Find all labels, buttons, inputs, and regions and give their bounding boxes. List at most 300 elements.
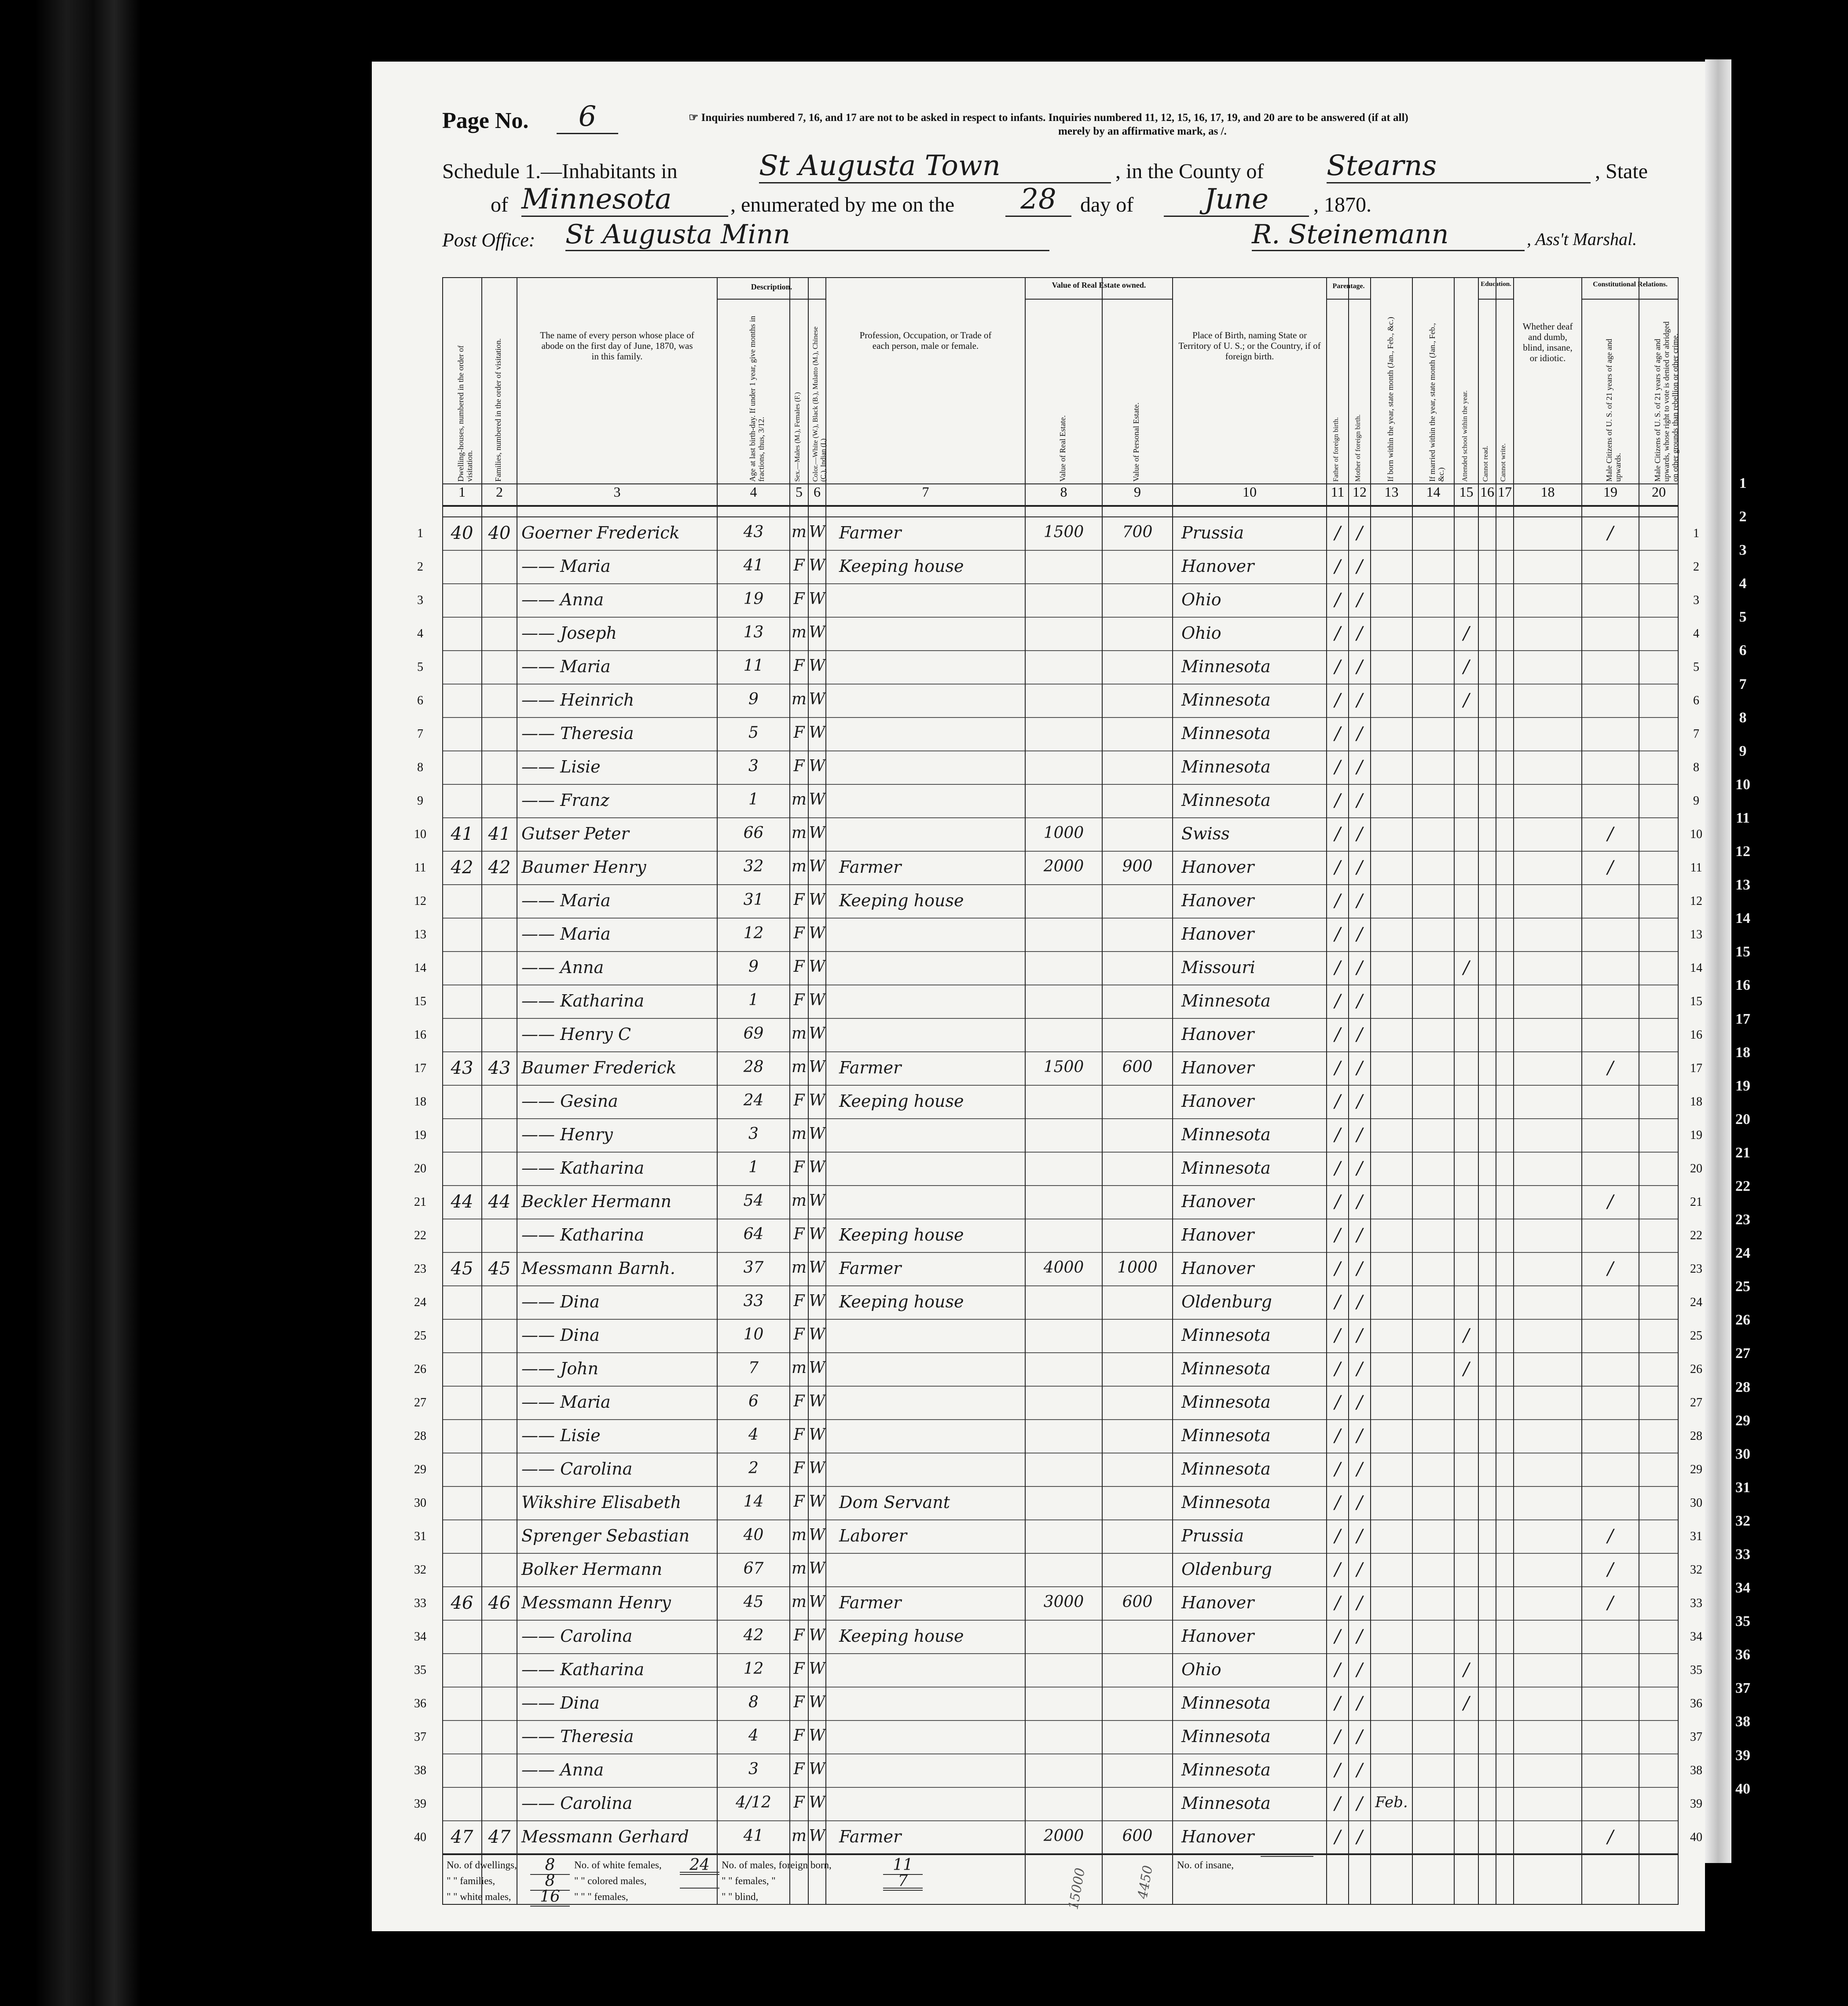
header-description: Description.: [751, 282, 792, 291]
line-number: 33: [414, 1596, 426, 1610]
birthplace: Ohio: [1181, 590, 1221, 609]
total-females-foreign-value: 7: [883, 1872, 923, 1891]
person-name: —— Lisie: [521, 1426, 601, 1445]
school-mark: /: [1463, 690, 1470, 710]
age: 24: [743, 1091, 764, 1109]
sex: m: [791, 1192, 807, 1210]
age: 9: [748, 958, 759, 976]
color: W: [809, 657, 825, 675]
column-number: 9: [1134, 484, 1141, 500]
birthplace: Hanover: [1181, 891, 1254, 910]
real-estate-value: 2000: [1043, 1827, 1084, 1845]
total-families-label: " " families,: [447, 1875, 495, 1886]
line-number-right: 3: [1693, 593, 1699, 607]
line-number-right: 24: [1690, 1296, 1702, 1309]
father-foreign-mark: /: [1335, 1125, 1341, 1145]
father-foreign-mark: /: [1335, 924, 1341, 944]
post-office-field: St Augusta Minn: [565, 219, 1049, 251]
birthplace: Hanover: [1181, 1025, 1254, 1044]
age: 45: [743, 1593, 764, 1611]
person-name: Beckler Hermann: [521, 1192, 672, 1211]
person-name: —— Katharina: [521, 1158, 644, 1178]
birthplace: Ohio: [1181, 1660, 1221, 1679]
line-number-right: 4: [1693, 627, 1699, 641]
header-infirmity: Whether deaf and dumb, blind, insane, or idiotic.: [1522, 321, 1573, 364]
column-number: 3: [613, 484, 621, 500]
father-foreign-mark: /: [1335, 1559, 1341, 1580]
color: W: [809, 1526, 825, 1544]
birthplace: Oldenburg: [1181, 1559, 1272, 1579]
adjacent-line-number: 32: [1735, 1512, 1750, 1529]
column-number: 2: [496, 484, 503, 500]
school-mark: /: [1463, 623, 1470, 644]
birthplace: Minnesota: [1181, 1158, 1271, 1178]
line-number-right: 39: [1690, 1797, 1702, 1811]
line-number: 38: [414, 1764, 426, 1777]
person-name: —— Dina: [521, 1693, 600, 1713]
school-mark: /: [1463, 1693, 1470, 1713]
line-number: 39: [414, 1797, 426, 1811]
personal-estate-value: 600: [1122, 1827, 1153, 1845]
line-number: 28: [414, 1429, 426, 1443]
person-name: Goerner Frederick: [521, 523, 680, 542]
birthplace: Hanover: [1181, 924, 1254, 944]
sex: m: [791, 1259, 807, 1277]
personal-estate-value: 600: [1122, 1058, 1153, 1076]
mother-foreign-mark: /: [1357, 824, 1363, 844]
line-number: 3: [417, 593, 423, 607]
father-foreign-mark: /: [1335, 1225, 1341, 1245]
person-name: Messmann Gerhard: [521, 1827, 689, 1846]
line-number: 20: [414, 1162, 426, 1175]
color: W: [809, 1459, 825, 1477]
line-number-right: 17: [1690, 1062, 1702, 1075]
line-number: 17: [414, 1062, 426, 1075]
father-foreign-mark: /: [1335, 857, 1341, 878]
page-label: Page No.: [442, 108, 529, 133]
line-number: 31: [414, 1530, 426, 1543]
color: W: [809, 791, 825, 809]
adjacent-page-strip: [1705, 59, 1731, 1863]
dwelling-number: 43: [451, 1058, 473, 1078]
father-foreign-mark: /: [1335, 757, 1341, 777]
father-foreign-mark: /: [1335, 1426, 1341, 1446]
header-c16: Cannot read.: [1482, 446, 1489, 482]
color: W: [809, 857, 825, 875]
person-name: Messmann Henry: [521, 1593, 671, 1612]
mother-foreign-mark: /: [1357, 1025, 1363, 1045]
line-number: 9: [417, 794, 423, 808]
age: 32: [743, 857, 764, 875]
person-name: —— Katharina: [521, 1660, 644, 1679]
line-number: 13: [414, 928, 426, 941]
person-name: —— Anna: [521, 590, 604, 609]
mother-foreign-mark: /: [1357, 791, 1363, 811]
sex: m: [791, 1359, 807, 1377]
school-mark: /: [1463, 958, 1470, 978]
header-c20: Male Citizens of U. S. of 21 years of age and upwards, whose right to vote is denied or abridged on other grounds than rebellion or other crime.: [1653, 321, 1679, 482]
mother-foreign-mark: /: [1357, 857, 1363, 878]
age: 3: [748, 1760, 759, 1778]
birthplace: Hanover: [1181, 857, 1254, 877]
mother-foreign-mark: /: [1357, 924, 1363, 944]
birthplace: Minnesota: [1181, 1426, 1271, 1445]
occupation: Keeping house: [839, 556, 964, 576]
adjacent-line-number: 38: [1735, 1713, 1750, 1730]
real-estate-value: 3000: [1043, 1593, 1084, 1611]
father-foreign-mark: /: [1335, 1493, 1341, 1513]
birthplace: Minnesota: [1181, 1794, 1271, 1813]
line-number: 16: [414, 1028, 426, 1042]
header-c19: Male Citizens of U. S. of 21 years of age and upwards.: [1605, 339, 1622, 482]
mother-foreign-mark: /: [1357, 623, 1363, 644]
line-number-right: 19: [1690, 1128, 1702, 1142]
age: 64: [743, 1225, 764, 1243]
age: 7: [748, 1359, 759, 1377]
header-name: The name of every person whose place of abode on the first day of June, 1870, was in this family.: [540, 330, 694, 362]
color: W: [809, 590, 825, 608]
occupation: Keeping house: [839, 891, 964, 910]
adjacent-line-number: 18: [1735, 1044, 1750, 1061]
personal-estate-value: 600: [1122, 1593, 1153, 1611]
citizen-mark: /: [1607, 1526, 1613, 1546]
line-number: 5: [417, 660, 423, 674]
line-number: 36: [414, 1697, 426, 1710]
column-number: 4: [750, 484, 757, 500]
line-number: 11: [414, 861, 426, 875]
person-name: —— Joseph: [521, 623, 617, 643]
adjacent-line-number: 12: [1735, 843, 1750, 860]
sex: m: [791, 824, 807, 842]
father-foreign-mark: /: [1335, 1760, 1341, 1780]
color: W: [809, 1693, 825, 1711]
citizen-mark: /: [1607, 523, 1613, 543]
birthplace: Hanover: [1181, 1091, 1254, 1111]
total-insane-value: [1261, 1856, 1313, 1857]
age: 41: [743, 556, 764, 575]
line-number-right: 18: [1690, 1095, 1702, 1109]
adjacent-line-number: 6: [1739, 642, 1747, 659]
age: 12: [743, 1660, 764, 1678]
birthplace: Hanover: [1181, 1827, 1254, 1846]
mother-foreign-mark: /: [1357, 1593, 1363, 1613]
father-foreign-mark: /: [1335, 1693, 1341, 1713]
age: 9: [748, 690, 759, 708]
dwelling-number: 41: [451, 824, 473, 844]
age: 8: [748, 1693, 759, 1711]
sex: F: [793, 1760, 805, 1778]
line-number-right: 5: [1693, 660, 1699, 674]
line-number-right: 15: [1690, 995, 1702, 1008]
line-number: 26: [414, 1362, 426, 1376]
sex: m: [791, 523, 807, 541]
adjacent-line-number: 23: [1735, 1212, 1750, 1228]
adjacent-line-number: 22: [1735, 1178, 1750, 1194]
sex: m: [791, 1025, 807, 1043]
occupation: Farmer: [839, 1593, 902, 1612]
marshal-label: , Ass't Marshal.: [1527, 229, 1637, 249]
sex: m: [791, 1593, 807, 1611]
adjacent-line-number: 30: [1735, 1446, 1750, 1462]
family-number: 45: [488, 1259, 511, 1279]
color: W: [809, 523, 825, 541]
age: 2: [748, 1459, 759, 1477]
birthplace: Oldenburg: [1181, 1292, 1272, 1311]
mother-foreign-mark: /: [1357, 1459, 1363, 1479]
sex: F: [793, 1292, 805, 1310]
post-office-label: Post Office:: [442, 229, 535, 251]
person-name: —— Carolina: [521, 1626, 633, 1646]
color: W: [809, 1325, 825, 1343]
father-foreign-mark: /: [1335, 1292, 1341, 1312]
age: 37: [743, 1259, 764, 1277]
total-white-females-value: 24: [680, 1856, 719, 1875]
total-males-foreign-value: 11: [883, 1856, 923, 1875]
sex: F: [793, 1493, 805, 1511]
column-number: 7: [922, 484, 929, 500]
birthplace: Missouri: [1181, 958, 1255, 977]
birthplace: Minnesota: [1181, 1359, 1271, 1378]
total-colored-males-value: [680, 1872, 719, 1873]
line-number-right: 6: [1693, 694, 1699, 707]
age: 66: [743, 824, 764, 842]
line-number: 21: [414, 1195, 426, 1209]
line-number-right: 13: [1690, 928, 1702, 941]
age: 14: [743, 1493, 764, 1511]
age: 1: [748, 991, 759, 1009]
sex: m: [791, 1827, 807, 1845]
person-name: Baumer Frederick: [521, 1058, 677, 1077]
person-name: Messmann Barnh.: [521, 1259, 675, 1278]
birthplace: Minnesota: [1181, 1493, 1271, 1512]
sex: F: [793, 556, 805, 575]
line-number-right: 31: [1690, 1530, 1702, 1543]
birthplace: Minnesota: [1181, 1760, 1271, 1779]
schedule-label: Schedule 1.—Inhabitants in: [442, 160, 678, 183]
color: W: [809, 1660, 825, 1678]
birthplace: Minnesota: [1181, 1693, 1271, 1713]
column-number: 12: [1353, 484, 1367, 500]
father-foreign-mark: /: [1335, 1660, 1341, 1680]
occupation: Keeping house: [839, 1225, 964, 1245]
sex: F: [793, 1392, 805, 1410]
birthplace: Minnesota: [1181, 991, 1271, 1010]
sex: F: [793, 1158, 805, 1176]
birthplace: Hanover: [1181, 1593, 1254, 1612]
adjacent-line-number: 5: [1739, 609, 1747, 626]
family-number: 43: [488, 1058, 511, 1078]
birthplace: Hanover: [1181, 1626, 1254, 1646]
father-foreign-mark: /: [1335, 1593, 1341, 1613]
total-white-females-label: No. of white females,: [574, 1860, 662, 1871]
line-number: 19: [414, 1128, 426, 1142]
scan-dark-edge: [35, 0, 141, 2006]
column-number: 11: [1331, 484, 1345, 500]
person-name: Baumer Henry: [521, 857, 646, 877]
header-c11: Father of foreign birth.: [1332, 417, 1340, 482]
column-number: 16: [1480, 484, 1494, 500]
sex: F: [793, 1325, 805, 1343]
color: W: [809, 1225, 825, 1243]
line-number-right: 26: [1690, 1362, 1702, 1376]
mother-foreign-mark: /: [1357, 1359, 1363, 1379]
mother-foreign-mark: /: [1357, 1192, 1363, 1212]
birthplace: Minnesota: [1181, 1459, 1271, 1479]
person-name: —— Gesina: [521, 1091, 618, 1111]
citizen-mark: /: [1607, 1559, 1613, 1580]
family-number: 40: [488, 523, 511, 543]
line-number: 25: [414, 1329, 426, 1343]
adjacent-line-numbers: [1732, 475, 1754, 1814]
mother-foreign-mark: /: [1357, 1392, 1363, 1413]
line-number-right: 37: [1690, 1730, 1702, 1744]
family-number: 47: [488, 1827, 511, 1847]
total-white-males-value: 16: [530, 1888, 570, 1907]
header-c4: Age at last birth-day. If under 1 year, give months in fractions, thus, 3/12.: [748, 315, 766, 482]
pencil-sum-personal-estate: 4450: [1135, 1864, 1156, 1900]
adjacent-line-number: 10: [1735, 776, 1750, 793]
header-c2: Families, numbered in the order of visitation.: [494, 338, 502, 482]
line-number: 34: [414, 1630, 426, 1644]
line-number-right: 29: [1690, 1463, 1702, 1476]
line-number: 12: [414, 894, 426, 908]
adjacent-line-number: 2: [1739, 509, 1747, 525]
person-name: —— John: [521, 1359, 599, 1378]
person-name: —— Lisie: [521, 757, 601, 776]
father-foreign-mark: /: [1335, 1827, 1341, 1847]
birthplace: Minnesota: [1181, 1727, 1271, 1746]
sex: m: [791, 1058, 807, 1076]
sex: F: [793, 1794, 805, 1812]
line-number-right: 33: [1690, 1596, 1702, 1610]
mother-foreign-mark: /: [1357, 1760, 1363, 1780]
father-foreign-mark: /: [1335, 1058, 1341, 1078]
mother-foreign-mark: /: [1357, 991, 1363, 1011]
citizen-mark: /: [1607, 824, 1613, 844]
family-number: 41: [488, 824, 511, 844]
age: 31: [743, 891, 764, 909]
age: 1: [748, 791, 759, 809]
line-number: 7: [417, 727, 423, 741]
total-females-foreign-label: " " females, ": [722, 1875, 776, 1886]
total-dwellings-label: No. of dwellings,: [447, 1860, 517, 1871]
line-number-right: 14: [1690, 961, 1702, 975]
line-number-right: 23: [1690, 1262, 1702, 1276]
age: 54: [743, 1192, 764, 1210]
adjacent-line-number: 28: [1735, 1379, 1750, 1395]
citizen-mark: /: [1607, 1593, 1613, 1613]
color: W: [809, 1760, 825, 1778]
color: W: [809, 1794, 825, 1812]
family-number: 46: [488, 1593, 511, 1613]
father-foreign-mark: /: [1335, 1526, 1341, 1546]
header-value-group: Value of Real Estate owned.: [1052, 281, 1146, 289]
mother-foreign-mark: /: [1357, 1794, 1363, 1814]
color: W: [809, 1192, 825, 1210]
color: W: [809, 1593, 825, 1611]
father-foreign-mark: /: [1335, 1626, 1341, 1647]
father-foreign-mark: /: [1335, 824, 1341, 844]
page-number: 6: [557, 100, 618, 134]
person-name: —— Maria: [521, 891, 611, 910]
adjacent-line-number: 9: [1739, 743, 1747, 759]
color: W: [809, 1559, 825, 1578]
column-number: 15: [1459, 484, 1474, 500]
age: 4: [748, 1727, 759, 1745]
total-colored-females-label: " " " females,: [574, 1891, 628, 1902]
mother-foreign-mark: /: [1357, 1693, 1363, 1713]
color: W: [809, 1359, 825, 1377]
father-foreign-mark: /: [1335, 1359, 1341, 1379]
school-mark: /: [1463, 657, 1470, 677]
person-name: —— Theresia: [521, 724, 634, 743]
instruction-note-2: merely by an affirmative mark, as /.: [1058, 125, 1227, 137]
color: W: [809, 1292, 825, 1310]
line-number: 37: [414, 1730, 426, 1744]
sex: m: [791, 690, 807, 708]
person-name: —— Franz: [521, 791, 609, 810]
adjacent-line-number: 37: [1735, 1680, 1750, 1697]
adjacent-line-number: 27: [1735, 1345, 1750, 1362]
sex: F: [793, 1225, 805, 1243]
sex: F: [793, 1091, 805, 1109]
person-name: —— Katharina: [521, 991, 644, 1010]
father-foreign-mark: /: [1335, 1325, 1341, 1346]
adjacent-line-number: 15: [1735, 944, 1750, 960]
line-number: 14: [414, 961, 426, 975]
birthplace: Minnesota: [1181, 657, 1271, 676]
color: W: [809, 1158, 825, 1176]
person-name: —— Dina: [521, 1292, 600, 1311]
color: W: [809, 1025, 825, 1043]
header-c6: Color.—White (W.), Black (B.), Mulatto (M.), Chinese (C.), Indian (I.): [812, 326, 827, 482]
line-number: 4: [417, 627, 423, 641]
citizen-mark: /: [1607, 1058, 1613, 1078]
line-number-right: 1: [1693, 527, 1699, 540]
age: 10: [743, 1325, 764, 1343]
mother-foreign-mark: /: [1357, 1727, 1363, 1747]
mother-foreign-mark: /: [1357, 1125, 1363, 1145]
line-number: 10: [414, 827, 426, 841]
county-field: Stearns: [1327, 150, 1591, 183]
age: 40: [743, 1526, 764, 1544]
color: W: [809, 623, 825, 641]
header-c8: Value of Real Estate.: [1058, 415, 1067, 482]
mother-foreign-mark: /: [1357, 958, 1363, 978]
person-name: —— Carolina: [521, 1459, 633, 1479]
father-foreign-mark: /: [1335, 1727, 1341, 1747]
personal-estate-value: 700: [1122, 523, 1153, 541]
age: 67: [743, 1559, 764, 1578]
day-field: 28: [1005, 183, 1071, 217]
father-foreign-mark: /: [1335, 724, 1341, 744]
birthplace: Ohio: [1181, 623, 1221, 643]
adjacent-line-number: 11: [1735, 809, 1750, 826]
sex: m: [791, 791, 807, 809]
real-estate-value: 2000: [1043, 857, 1084, 875]
line-number: 30: [414, 1496, 426, 1510]
person-name: —— Maria: [521, 924, 611, 944]
person-name: —— Heinrich: [521, 690, 634, 710]
column-number: 1: [458, 484, 466, 500]
sex: F: [793, 1727, 805, 1745]
birthplace: Hanover: [1181, 556, 1254, 576]
birthplace: Minnesota: [1181, 690, 1271, 710]
occupation: Dom Servant: [839, 1493, 950, 1512]
person-name: —— Theresia: [521, 1727, 634, 1746]
adjacent-line-number: 8: [1739, 709, 1747, 726]
line-number-right: 28: [1690, 1429, 1702, 1443]
